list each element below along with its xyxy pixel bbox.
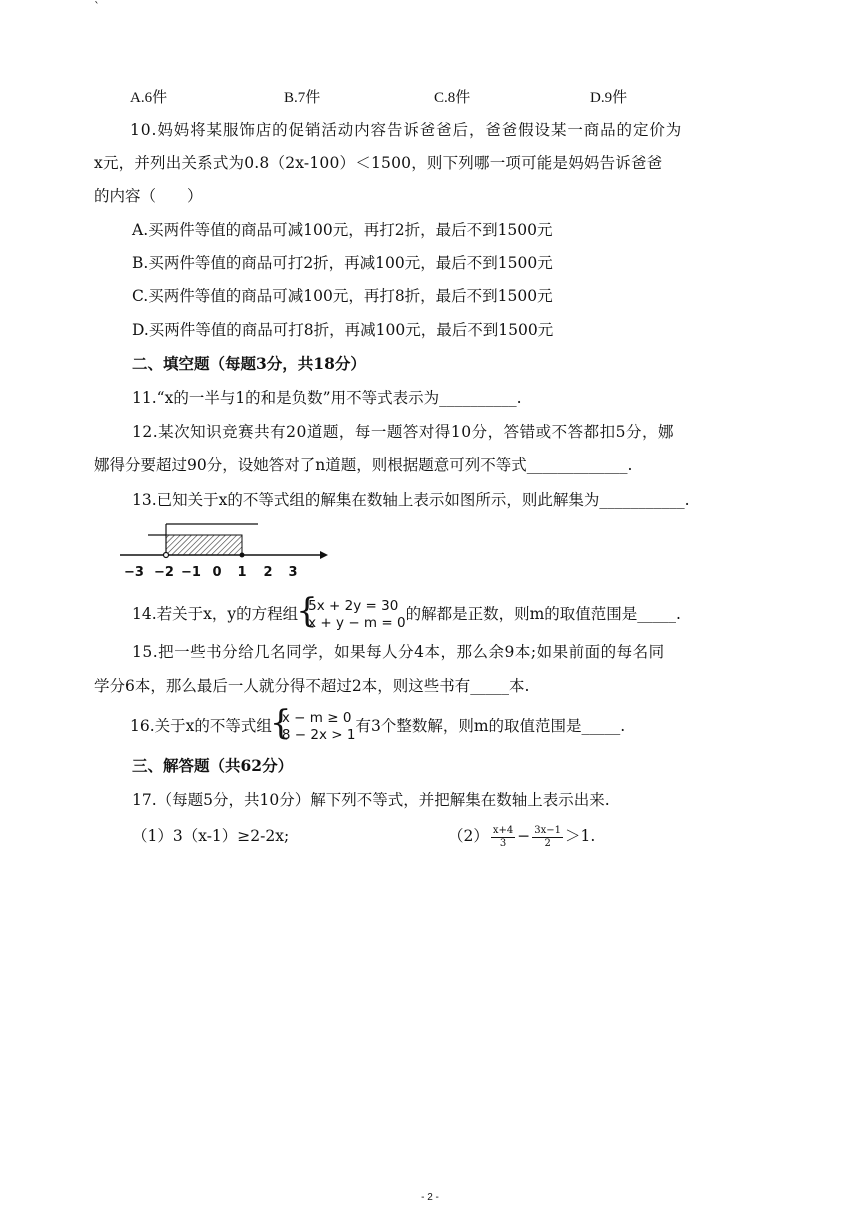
section-3-heading: 三、解答题（共62分） bbox=[132, 756, 294, 775]
q16-suffix: 有3个整数解，则m的取值范围是_____. bbox=[355, 717, 626, 735]
q10-line1: 10.妈妈将某服饰店的促销活动内容告诉爸爸后，爸爸假设某一商品的定价为 bbox=[130, 121, 683, 139]
shaded-solution-region bbox=[166, 535, 242, 555]
q17-frac2-numerator: 3x−1 bbox=[534, 824, 562, 836]
q15-line1: 15.把一些书分给几名同学，如果每人分4本，那么余9本;如果前面的每名同 bbox=[132, 643, 665, 661]
q10-option-b: B.买两件等值的商品可打2折，再减100元，最后不到1500元 bbox=[132, 254, 553, 272]
q14-brace: { bbox=[296, 591, 318, 631]
q14-eq2: x + y − m = 0 bbox=[308, 615, 406, 631]
q9-option-d: D.9件 bbox=[590, 90, 628, 106]
q12-line2: 娜得分要超过90分，设她答对了n道题，则根据题意可列不等式_____________. bbox=[94, 456, 633, 474]
q17-frac1-numerator: x+4 bbox=[492, 824, 514, 836]
q10-line3: 的内容（ ） bbox=[94, 187, 203, 205]
q10-option-a: A.买两件等值的商品可减100元，再打2折，最后不到1500元 bbox=[132, 221, 553, 239]
q14 bbox=[132, 591, 681, 634]
q15-line2: 学分6本，那么最后一人就分得不超过2本，则这些书有_____本. bbox=[94, 677, 530, 695]
q16-prefix: 16.关于x的不等式组 bbox=[130, 717, 272, 735]
q17-part2-label: （2） bbox=[448, 827, 489, 845]
tick-label-3: 3 bbox=[288, 565, 298, 580]
q17-fraction-1 bbox=[491, 825, 515, 850]
section-2-heading: 二、填空题（每题3分，共18分） bbox=[132, 354, 366, 373]
open-point-minus-2 bbox=[164, 553, 169, 558]
q17-part2 bbox=[448, 822, 595, 850]
q17-frac1-denominator: 3 bbox=[499, 837, 507, 849]
q16-eq1: x − m ≥ 0 bbox=[281, 710, 352, 726]
q17-part2-tail: ＞1. bbox=[565, 827, 596, 845]
tick-label-minus-1: −1 bbox=[181, 565, 201, 580]
q16-brace: { bbox=[269, 703, 292, 743]
q14-suffix: 的解都是正数，则m的取值范围是_____. bbox=[405, 605, 681, 623]
q10-option-d: D.买两件等值的商品可打8折，再减100元，最后不到1500元 bbox=[132, 321, 554, 339]
tick-label-minus-3: −3 bbox=[124, 565, 144, 580]
q16-eq2: 8 − 2x > 1 bbox=[281, 727, 356, 743]
q17-part1: （1）3（x-1）≥2-2x; bbox=[132, 827, 290, 845]
q17-stem: 17.（每题5分，共10分）解下列不等式，并把解集在数轴上表示出来. bbox=[132, 791, 610, 809]
q9-option-a: A.6件 bbox=[130, 90, 168, 106]
q10-option-c: C.买两件等值的商品可减100元，再打8折，最后不到1500元 bbox=[132, 287, 553, 305]
page-number: - 2 - bbox=[421, 1192, 439, 1203]
q16-inequality-system bbox=[269, 703, 356, 744]
tick-label-minus-2: −2 bbox=[154, 565, 174, 580]
closed-point-1 bbox=[240, 553, 245, 558]
q14-prefix: 14.若关于x，y的方程组 bbox=[132, 605, 299, 623]
q13: 13.已知关于x的不等式组的解集在数轴上表示如图所示，则此解集为___________. bbox=[132, 491, 690, 509]
q16 bbox=[130, 703, 626, 746]
q9-option-c: C.8件 bbox=[434, 90, 471, 106]
tick-label-2: 2 bbox=[263, 565, 273, 580]
q10-line2: x元，并列出关系式为0.8（2x-100）＜1500，则下列哪一项可能是妈妈告诉爸爸 bbox=[94, 154, 663, 172]
q9-option-b: B.7件 bbox=[284, 90, 321, 106]
tick-label-0: 0 bbox=[212, 565, 222, 580]
q11: 11.“x的一半与1的和是负数”用不等式表示为__________. bbox=[132, 389, 522, 407]
q12-line1: 12.某次知识竞赛共有20道题，每一题答对得10分，答错或不答都扣5分，娜 bbox=[132, 423, 674, 441]
q17-minus: − bbox=[517, 827, 531, 845]
top-mark: ` bbox=[94, 0, 100, 14]
q14-eq1: 5x + 2y = 30 bbox=[308, 598, 399, 614]
q17-frac2-denominator: 2 bbox=[544, 837, 551, 849]
number-line-arrow bbox=[320, 551, 328, 559]
number-line-figure bbox=[112, 518, 332, 580]
q14-equation-system bbox=[296, 591, 406, 632]
tick-label-1: 1 bbox=[237, 565, 247, 580]
q17-fraction-2 bbox=[532, 825, 563, 850]
